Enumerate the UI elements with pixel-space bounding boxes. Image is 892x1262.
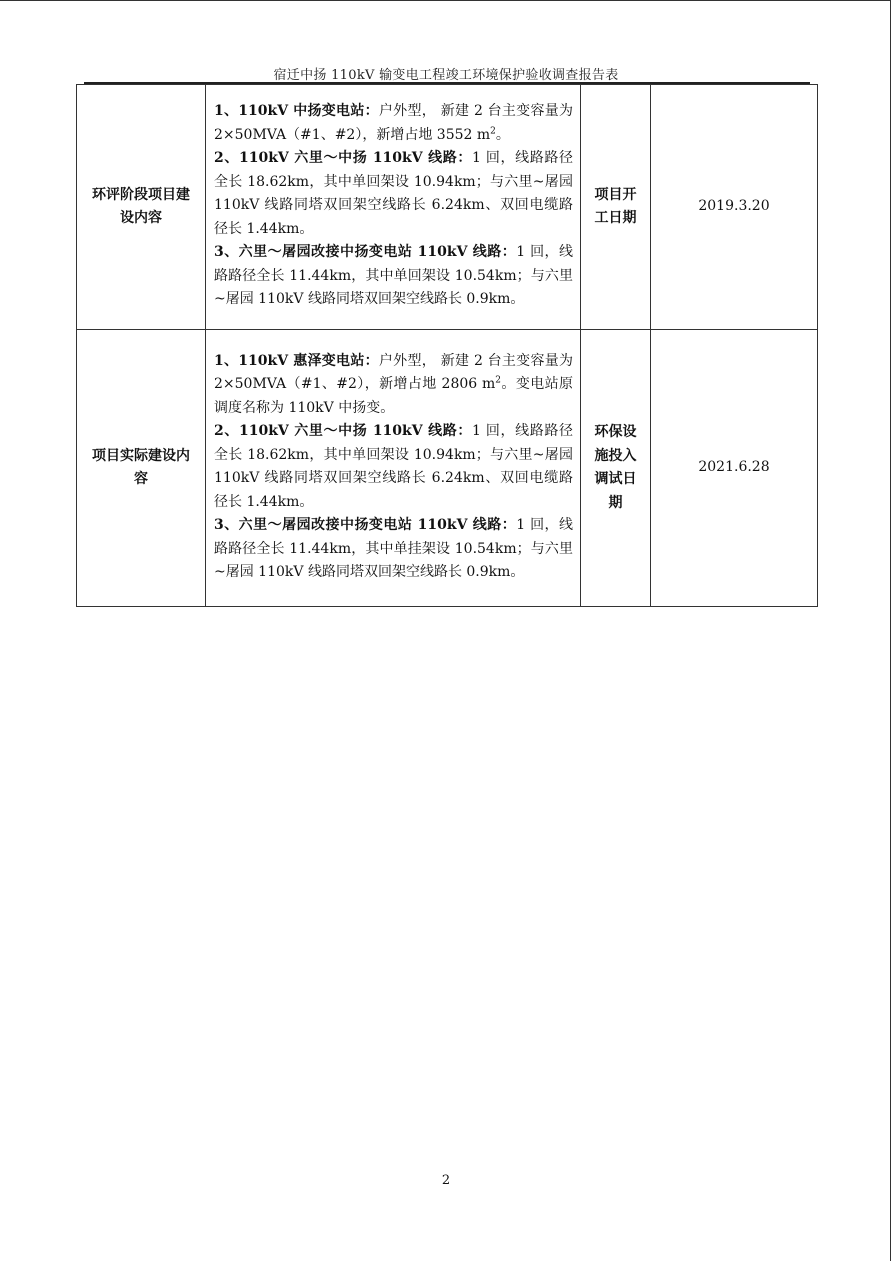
date-label: 环保设施投入调试日期: [581, 330, 651, 607]
date-label: 项目开工日期: [581, 85, 651, 330]
content-item: [214, 420, 573, 514]
report-table: [76, 84, 818, 607]
construction-content: [206, 330, 581, 607]
row-label: 环评阶段项目建设内容: [77, 85, 206, 330]
page-number: 2: [441, 1173, 451, 1188]
item-text: 1 回，线路路径全长 11.44km，其中单回架设 10.54km；与六里~屠园 110kV 线路同塔双回架空线路长 0.9km。: [214, 244, 574, 308]
row-label: 项目实际建设内容: [77, 330, 206, 607]
item-heading: 2、110kV 六里～中扬 110kV 线路：: [214, 423, 472, 439]
construction-content: [206, 85, 581, 330]
item-heading: 3、六里～屠园改接中扬变电站 110kV 线路：: [214, 517, 517, 533]
item-text: 1 回，线路路径全长 18.62km，其中单回架设 10.94km；与六里~屠园 110kV 线路同塔双回架空线路长 6.24km、双回电缆路径长 1.44km。: [214, 423, 574, 510]
content-item: [214, 514, 573, 585]
content-item: [214, 147, 573, 241]
item-tail: 。变电站原调度名称为 110kV 中扬变。: [214, 376, 574, 416]
item-tail: 。: [495, 126, 510, 143]
content-item: [214, 241, 573, 312]
date-value: 2019.3.20: [651, 85, 818, 330]
date-value: 2021.6.28: [651, 330, 818, 607]
item-superscript: 2: [495, 375, 502, 386]
content-item: [214, 100, 573, 147]
item-text: 户外型， 新建 2 台主变容量为 2×50MVA（#1、#2），新增占地 2806 m: [214, 352, 573, 392]
item-heading: 2、110kV 六里～中扬 110kV 线路：: [214, 150, 472, 167]
table-row-actual-construction: [77, 330, 818, 607]
item-heading: 3、六里～屠园改接中扬变电站 110kV 线路：: [214, 244, 517, 261]
item-text: 户外型， 新建 2 台主变容量为 2×50MVA（#1、#2），新增占地 3552 m: [214, 103, 573, 143]
table-row-eia-stage: [77, 85, 818, 330]
item-superscript: 2: [490, 126, 496, 137]
content-item: [214, 350, 573, 421]
page-header-title: 宿迁中扬 110kV 输变电工程竣工环境保护验收调查报告表: [273, 68, 619, 83]
item-text: 1 回，线路路径全长 11.44km，其中单挂架设 10.54km；与六里~屠园 110kV 线路同塔双回架空线路长 0.9km。: [214, 517, 574, 580]
item-text: 1 回，线路路径全长 18.62km，其中单回架设 10.94km；与六里~屠园 110kV 线路同塔双回架空线路长 6.24km、双回电缆路径长 1.44km。: [214, 150, 574, 237]
item-heading: 1、110kV 中扬变电站：: [214, 103, 379, 120]
item-heading: 1、110kV 惠泽变电站：: [214, 352, 379, 369]
